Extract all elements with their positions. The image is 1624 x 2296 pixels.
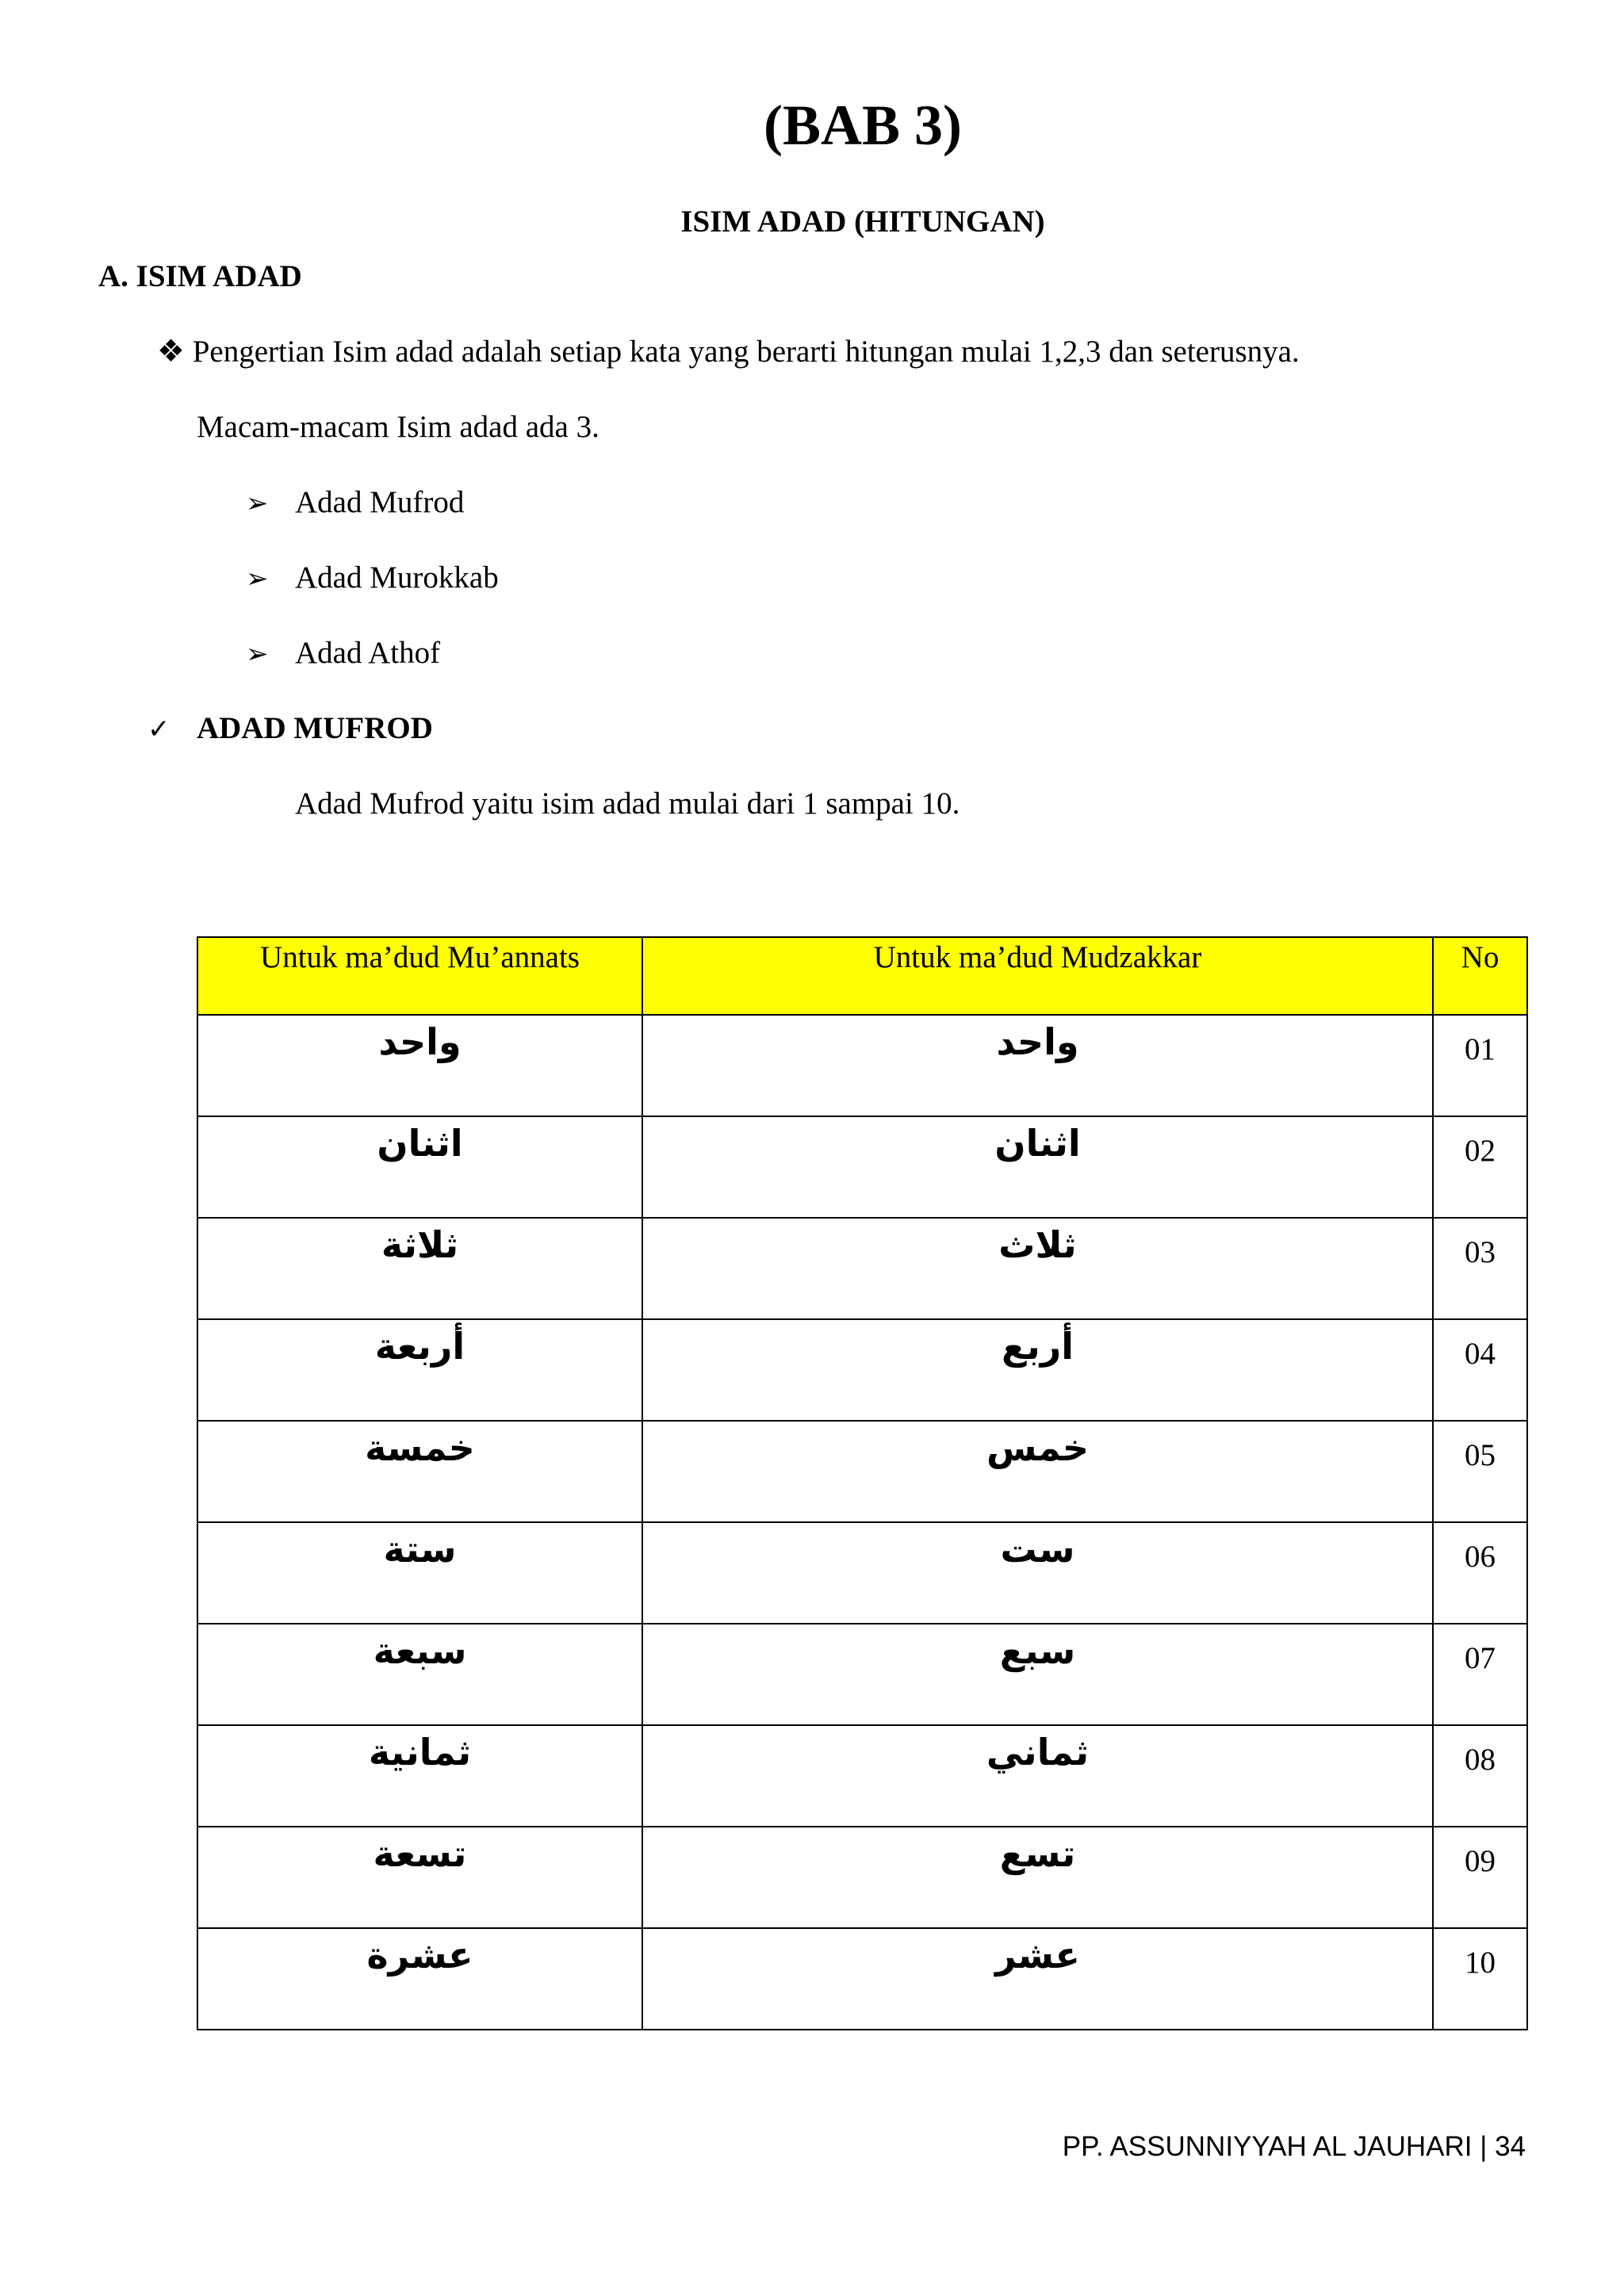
chapter-subtitle: ISIM ADAD (HITUNGAN) — [680, 205, 1045, 239]
cell-mudzakkar — [642, 1928, 1433, 2030]
cell-mudzakkar — [642, 1522, 1433, 1624]
type-item — [246, 560, 499, 597]
table-row — [197, 1725, 1527, 1827]
arabic-word: ست — [1000, 1528, 1075, 1571]
arabic-word: ثلاث — [998, 1223, 1077, 1266]
arabic-word: عشرة — [366, 1934, 473, 1976]
table-row — [197, 1421, 1527, 1522]
adad-mufrod-table — [197, 936, 1528, 2030]
arabic-word: تسع — [999, 1832, 1076, 1875]
row-number: 10 — [1465, 1946, 1496, 1980]
arrow-bullet-icon: ➢ — [246, 638, 269, 670]
cell-no — [1433, 1218, 1527, 1319]
section-heading: A. ISIM ADAD — [98, 259, 302, 293]
arabic-word: ثماني — [986, 1731, 1090, 1774]
row-number: 05 — [1465, 1438, 1496, 1472]
row-number: 04 — [1465, 1337, 1496, 1371]
table-header-row — [197, 937, 1527, 1015]
cell-muannats — [197, 1421, 642, 1522]
cell-no — [1433, 1624, 1527, 1725]
arabic-word: عشر — [995, 1934, 1080, 1976]
table-row — [197, 1522, 1527, 1624]
cell-no — [1433, 1827, 1527, 1928]
arabic-word: أربع — [1002, 1325, 1074, 1368]
arabic-word: سبعة — [373, 1629, 467, 1672]
chapter-title: (BAB 3) — [764, 94, 962, 157]
row-number: 03 — [1465, 1235, 1496, 1269]
type-label: Adad Murokkab — [295, 561, 499, 595]
row-number: 02 — [1465, 1134, 1496, 1168]
type-item — [246, 484, 464, 522]
types-intro: Macam-macam Isim adad ada 3. — [197, 410, 599, 444]
mufrod-description: Adad Mufrod yaitu isim adad mulai dari 1 sampai 10. — [295, 786, 960, 821]
cell-muannats — [197, 1928, 642, 2030]
row-number: 07 — [1465, 1641, 1496, 1675]
cell-mudzakkar — [642, 1725, 1433, 1827]
header-mudzakkar: Untuk ma’dud Mudzakkar — [642, 937, 1433, 1015]
cell-mudzakkar — [642, 1827, 1433, 1928]
arabic-word: سبع — [999, 1629, 1076, 1672]
table-row — [197, 1928, 1527, 2030]
cell-muannats — [197, 1319, 642, 1421]
header-muannats: Untuk ma’dud Mu’annats — [197, 937, 642, 1015]
arabic-word: تسعة — [373, 1832, 467, 1875]
cell-no — [1433, 1015, 1527, 1116]
table-row — [197, 1319, 1527, 1421]
page-footer: PP. ASSUNNIYYAH AL JAUHARI | 34 — [1062, 2131, 1526, 2162]
cell-muannats — [197, 1116, 642, 1218]
arabic-word: ثمانية — [368, 1731, 472, 1774]
row-number: 08 — [1465, 1743, 1496, 1777]
cell-muannats — [197, 1725, 642, 1827]
type-label: Adad Mufrod — [295, 485, 465, 519]
cell-no — [1433, 1421, 1527, 1522]
cell-muannats — [197, 1015, 642, 1116]
cell-mudzakkar — [642, 1218, 1433, 1319]
arabic-word: اثنان — [377, 1122, 463, 1165]
arabic-word: أربعة — [374, 1325, 465, 1368]
table-row — [197, 1116, 1527, 1218]
cell-muannats — [197, 1624, 642, 1725]
arabic-word: ثلاثة — [381, 1223, 459, 1266]
row-number: 01 — [1465, 1032, 1496, 1066]
header-no: No — [1433, 937, 1527, 1015]
cell-mudzakkar — [642, 1015, 1433, 1116]
arabic-word: واحد — [996, 1020, 1079, 1063]
cell-no — [1433, 1928, 1527, 2030]
arabic-word: ستة — [383, 1528, 457, 1571]
arabic-word: خمسة — [365, 1426, 475, 1469]
cell-muannats — [197, 1827, 642, 1928]
definition-paragraph — [157, 334, 1300, 371]
type-item — [246, 635, 440, 672]
cell-mudzakkar — [642, 1624, 1433, 1725]
arabic-word: خمس — [986, 1426, 1089, 1469]
cell-no — [1433, 1522, 1527, 1624]
row-number: 09 — [1465, 1844, 1496, 1878]
table-row — [197, 1218, 1527, 1319]
cell-no — [1433, 1116, 1527, 1218]
cell-mudzakkar — [642, 1319, 1433, 1421]
checkmark-icon: ✓ — [147, 714, 170, 745]
arabic-word: واحد — [378, 1020, 462, 1063]
mufrod-heading — [147, 710, 433, 748]
cell-muannats — [197, 1522, 642, 1624]
cell-muannats — [197, 1218, 642, 1319]
mufrod-heading-text: ADAD MUFROD — [197, 711, 433, 745]
table-row — [197, 1015, 1527, 1116]
cell-mudzakkar — [642, 1116, 1433, 1218]
row-number: 06 — [1465, 1540, 1496, 1574]
cell-no — [1433, 1319, 1527, 1421]
type-label: Adad Athof — [295, 636, 441, 670]
table-row — [197, 1827, 1527, 1928]
arabic-word: اثنان — [994, 1122, 1081, 1165]
cell-mudzakkar — [642, 1421, 1433, 1522]
definition-text: Pengertian Isim adad adalah setiap kata yang berarti hitungan mulai 1,2,3 dan seterusnya. — [192, 335, 1300, 369]
arrow-bullet-icon: ➢ — [246, 563, 269, 595]
diamond-bullet-icon: ❖ — [157, 335, 185, 369]
arrow-bullet-icon: ➢ — [246, 488, 269, 519]
table-row — [197, 1624, 1527, 1725]
cell-no — [1433, 1725, 1527, 1827]
